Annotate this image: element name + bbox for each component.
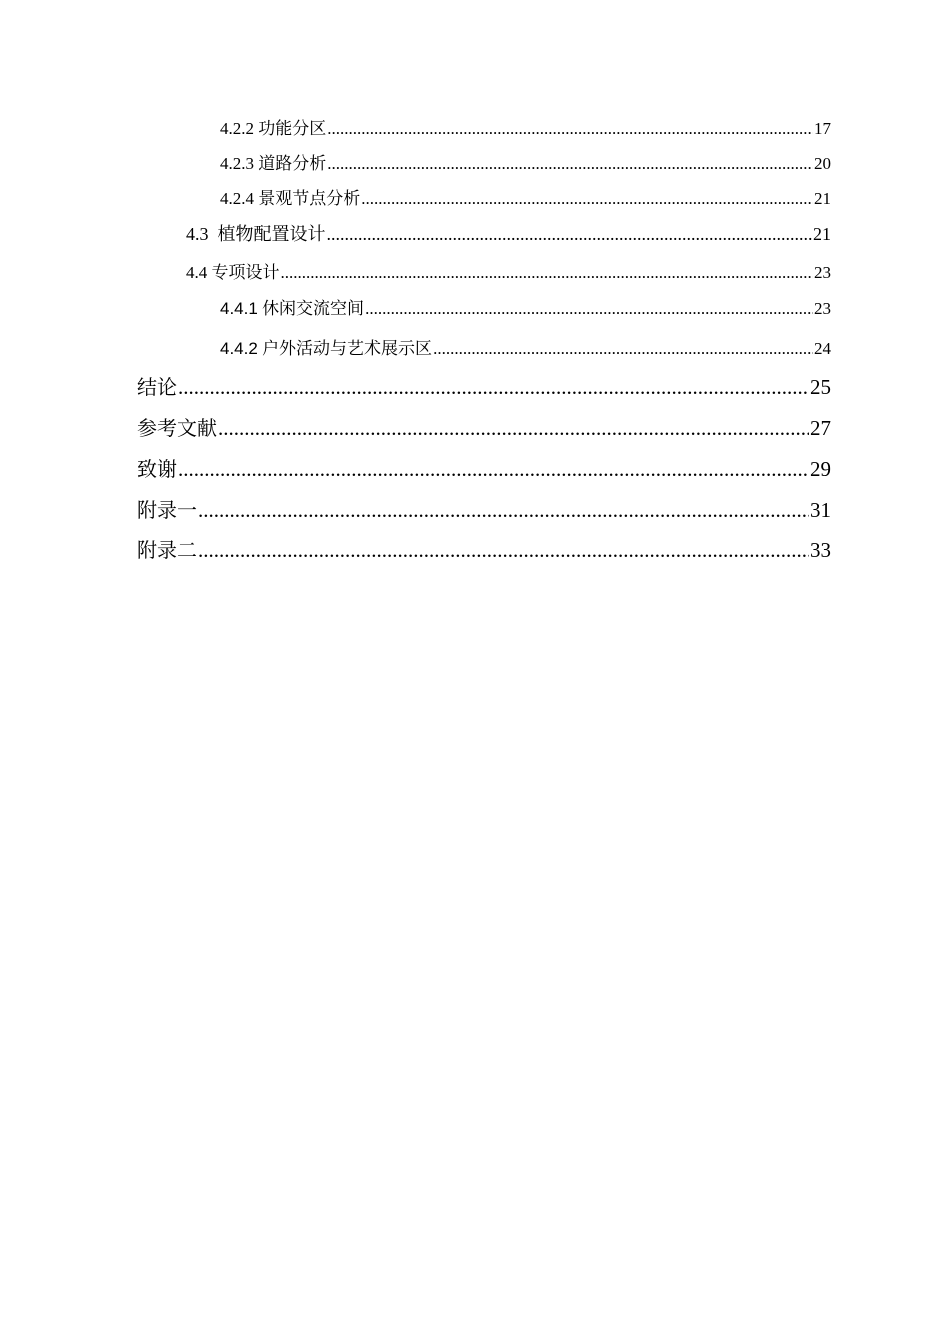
toc-page-number: 17 — [814, 119, 831, 138]
toc-entry-references[interactable] — [137, 412, 831, 441]
toc-page-number: 27 — [810, 416, 831, 440]
toc-entry-acknowledgements[interactable] — [137, 453, 831, 482]
toc-page-number: 21 — [814, 189, 831, 208]
toc-entry-4-4-1[interactable] — [220, 294, 831, 319]
toc-entry-label: 4.3 植物配置设计 — [186, 224, 326, 244]
dot-leader — [365, 299, 813, 319]
toc-entry-4-3[interactable] — [186, 220, 831, 246]
toc-entry-4-2-3[interactable] — [220, 149, 831, 174]
toc-page-number: 23 — [814, 263, 831, 282]
toc-entry-4-2-2[interactable] — [220, 114, 831, 139]
dot-leader — [178, 375, 809, 400]
dot-leader — [361, 189, 813, 209]
dot-leader — [218, 416, 809, 441]
dot-leader — [327, 224, 813, 245]
dot-leader — [198, 498, 809, 523]
dot-leader — [433, 339, 813, 359]
toc-page-number: 31 — [810, 498, 831, 522]
dot-leader — [198, 538, 809, 563]
toc-page-number: 21 — [813, 224, 831, 244]
toc-page-number: 24 — [814, 339, 831, 358]
toc-entry-label: 4.4.1 休闲交流空间 — [220, 299, 365, 318]
toc-entry-label: 4.4 专项设计 — [186, 263, 280, 282]
toc-entry-label: 4.4.2 户外活动与艺术展示区 — [220, 339, 433, 358]
toc-entry-appendix-2[interactable] — [137, 534, 831, 563]
toc-entry-label: 附录一 — [137, 498, 197, 522]
toc-entry-label: 参考文献 — [137, 416, 217, 440]
toc-entry-4-4-2[interactable] — [220, 334, 831, 359]
toc-entry-label: 4.2.3 道路分析 — [220, 154, 327, 173]
toc-entry-label: 致谢 — [137, 457, 177, 481]
toc-entry-label: 4.2.4 景观节点分析 — [220, 189, 361, 208]
toc-entry-4-4[interactable] — [186, 258, 831, 283]
toc-entry-label: 4.2.2 功能分区 — [220, 119, 327, 138]
dot-leader — [327, 154, 813, 174]
dot-leader — [178, 457, 809, 482]
toc-page-number: 33 — [810, 538, 831, 562]
toc-entry-label: 结论 — [137, 375, 177, 399]
toc-entry-4-2-4[interactable] — [220, 184, 831, 209]
toc-page-number: 29 — [810, 457, 831, 481]
toc-page-number: 23 — [814, 299, 831, 318]
toc-entry-appendix-1[interactable] — [137, 494, 831, 523]
toc-entry-conclusion[interactable] — [137, 371, 831, 400]
dot-leader — [281, 263, 814, 283]
toc-page-number: 25 — [810, 375, 831, 399]
toc-page-number: 20 — [814, 154, 831, 173]
toc-entry-label: 附录二 — [137, 538, 197, 562]
dot-leader — [327, 119, 813, 139]
